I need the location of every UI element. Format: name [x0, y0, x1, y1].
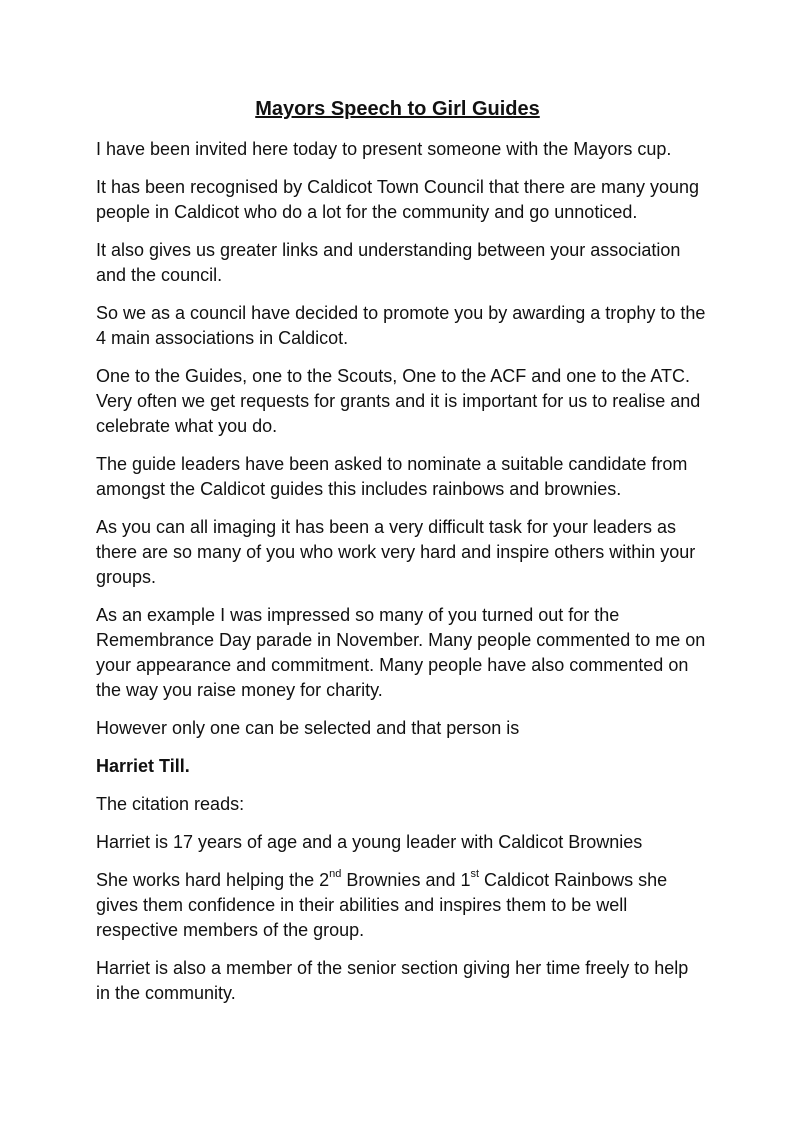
paragraph-trophy: So we as a council have decided to promote you by awarding a trophy to the 4 main associations in Caldicot. [96, 303, 706, 348]
document-title: Mayors Speech to Girl Guides [255, 98, 540, 120]
ordinal-superscript-st: st [470, 868, 480, 880]
citation-text-part3: Caldicot Rainbows she gives them confidence in their abilities and inspires them to be well respective members of the group. [96, 870, 668, 940]
paragraph-nomination: The guide leaders have been asked to nominate a suitable candidate from amongst the Caldicot guides this includes rainbows and brownies. [96, 454, 688, 499]
paragraph-recognition: It has been recognised by Caldicot Town Council that there are many young people in Caldicot who do a lot for the community and go unnoticed. [96, 177, 700, 222]
ordinal-superscript-nd: nd [329, 868, 342, 880]
citation-heading: The citation reads: [96, 794, 245, 814]
paragraph-associations: One to the Guides, one to the Scouts, One to the ACF and one to the ATC. Very often we get requests for grants and it is important for us to realise and celebrate what you do. [96, 366, 701, 436]
citation-paragraph [96, 868, 706, 943]
paragraph-difficult-task: As you can all imaging it has been a very difficult task for your leaders as there are so many of you who work very hard and inspire others within your groups. [96, 517, 696, 587]
citation-text-part2: Brownies and 1 [341, 870, 471, 890]
winner-name: Harriet Till. [96, 756, 190, 776]
paragraph-selection: However only one can be selected and that person is [96, 718, 520, 738]
citation-text-part1: She works hard helping the 2 [96, 870, 330, 890]
paragraph-links: It also gives us greater links and understanding between your association and the council. [96, 240, 681, 285]
paragraph-example: As an example I was impressed so many of you turned out for the Remembrance Day parade in November. Many people commented to me on your appearance and commitment. Many people have also commented on the way you raise money for charity. [96, 605, 706, 700]
document-body [96, 137, 706, 1019]
paragraph-invitation: I have been invited here today to present someone with the Mayors cup. [96, 139, 672, 159]
citation-intro: Harriet is 17 years of age and a young leader with Caldicot Brownies [96, 832, 643, 852]
paragraph-closing: Harriet is also a member of the senior section giving her time freely to help in the community. [96, 958, 689, 1003]
